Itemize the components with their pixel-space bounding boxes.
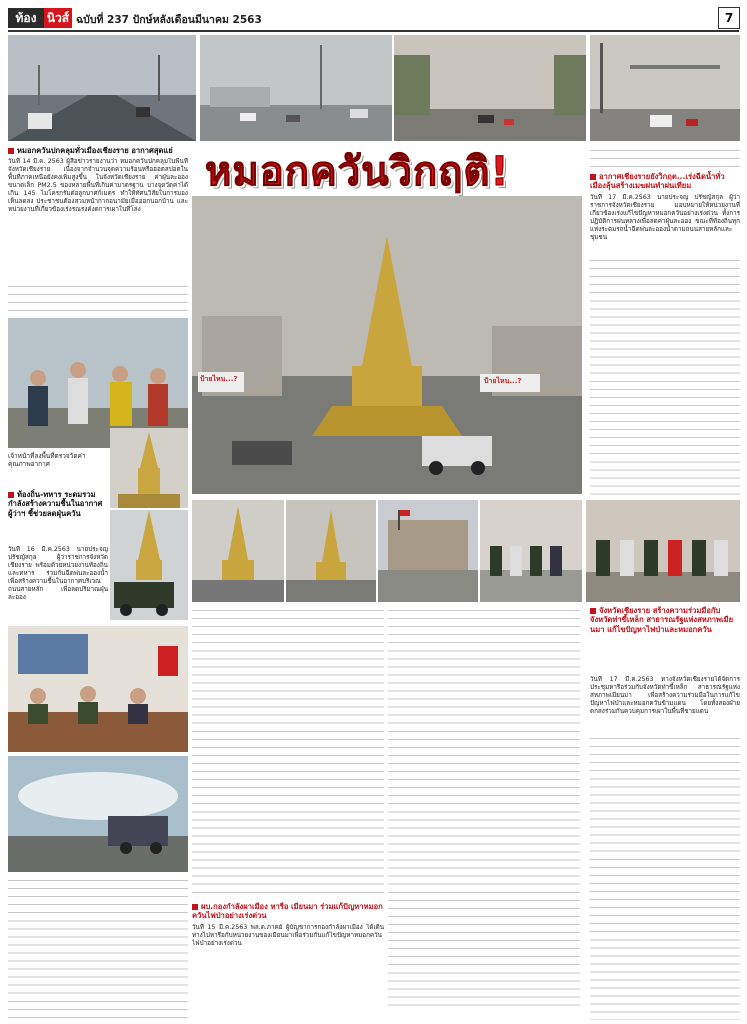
photo-clock-tower-haze — [192, 196, 582, 494]
bullet-icon — [192, 904, 198, 910]
article3-body-continuation — [590, 256, 740, 496]
article4-body-continuation — [590, 734, 740, 1020]
photo-smoky-street — [394, 35, 586, 141]
article1-body: วันที่ 14 มี.ค. 2563 ผู้สื่อข่าวรายงานว่า หมอกควันปกคลุมในพื้นที่จังหวัดเชียงราย เนื่องจากจำนวนจุดความร้อนหรือฮอตสปอตในพื้นที่ภาคเหนือยังคงเพิ่มสูงขึ้น ในจังหวัดเชียงราย ค่าฝุ่นละอองขนาดเล็ก PM2.5 ของหลายพื้นที่เกินค่ามาตรฐาน บางจุดวัดค่าได้เกิน 145 ไมโครกรัมต่อลูกบาศก์เมตร ทำให้ทัศนวิสัยในการมองเห็นลดลง ประชาชนต้องสวมหน้ากากอนามัยเมื่อออกนอกบ้าน และหน่วยงานที่เกี่ยวข้องเร่งรณรงค์งดการเผาในที่โล่ง — [8, 158, 188, 214]
article1-photo-caption: เจ้าหน้าที่ลงพื้นที่ตรวจวัดค่าคุณภาพอากาศ — [8, 452, 86, 469]
photo-water-truck — [110, 510, 188, 620]
article4-heading: จังหวัดเชียงราย สร้างความร่วมมือกับจังหวัดท่าขี้เหล็ก สาธารณรัฐแห่งสหภาพเมียนมา แก้ไขปัญหาไฟป่าและหมอกควัน — [590, 606, 734, 634]
photo-sign-1: ป้ายไหน...? — [200, 375, 238, 383]
center-text-col2 — [388, 606, 580, 1006]
bullet-icon — [8, 148, 14, 154]
photo-hazy-road — [8, 35, 196, 141]
article1-heading: หมอกควันปกคลุมทั่วเมืองเชียงราย อากาศสุดแย่ — [8, 146, 188, 155]
article2-heading: ท้องถิ่น-ทหาร ระดมรวมกำลังสร้างความชื้นในอากาศ ผู้ว่าฯ ชี้ช่วยลดฝุ่นควัน — [8, 490, 103, 518]
photo-clock-tower-small — [110, 428, 188, 508]
photo-meeting-room — [8, 626, 188, 752]
article1-body-continuation — [8, 282, 188, 314]
text-lines — [8, 876, 188, 1018]
page-number: 7 — [718, 7, 740, 29]
article3-heading: อากาศเชียงรายยังวิกฤต...เร่งฉีดน้ำทั่วเมืองลุ้นสร้างเมฆฝนทำฝนเทียม — [590, 172, 725, 191]
article5-heading: ผบ.กองกำลังผาเมือง หารือ เมียนมา ร่วมแก้ปัญหาหมอกควันไฟป่าอย่างเร่งด่วน — [192, 902, 383, 921]
photo-clock-tower-left — [192, 500, 284, 602]
article3-body: วันที่ 17 มี.ค.2563 นายประจญ ปรัชญ์สกุล ผู้ว่าราชการจังหวัดเชียงราย มอบหมายให้หน่วยงานที่เกี่ยวข้องเร่งแก้ไขปัญหาหมอกควันอย่างเร่งด่วน ทั้งการปฏิบัติการฝนหลวงเพื่อลดค่าฝุ่นละออง ขณะที่ท้องถิ่นทุกแห่งระดมรถน้ำฉีดพ่นละอองน้ำตามถนนสายหลักและชุมชน — [590, 194, 740, 242]
article2-body: วันที่ 16 มี.ค.2563 นายประจญ ปรัชญ์สกุล ผู้ว่าราชการจังหวัดเชียงราย พร้อมด้วยหน่วยงานท้องถิ่นและทหาร ร่วมกันฉีดพ่นละอองน้ำเพื่อสร้างความชื้นในอากาศบริเวณถนนสายหลัก เพื่อลดปริมาณฝุ่นละออง — [8, 546, 108, 602]
newspaper-logo — [8, 8, 68, 28]
center-text-col1 — [192, 606, 384, 900]
photo-building-flags — [378, 500, 478, 602]
bullet-icon — [8, 492, 14, 498]
right-text-top — [590, 146, 740, 170]
article5-body: วันที่ 15 มี.ค.2563 พล.ต.ภาคย์ ผู้บัญชาการกองกำลังผาเมือง ได้เดินทางไปหารือกับหน่วยงานของเมียนมาเพื่อร่วมกันแก้ไขปัญหาหมอกควันไฟป่าอย่างเร่งด่วน — [192, 924, 384, 948]
main-headline: หมอกควันวิกฤติ! — [205, 149, 510, 195]
photo-water-spraying — [8, 756, 188, 872]
photo-clock-tower-mid — [286, 500, 376, 602]
logo-part1: ท้อง — [8, 8, 44, 28]
photo-sign-2: ป้ายไหน...? — [484, 377, 522, 385]
header-divider — [8, 30, 739, 32]
photo-group-officials — [480, 500, 582, 602]
logo-part2: นิวส์ — [44, 8, 72, 28]
article2-body-continuation — [8, 876, 188, 1018]
photo-hazy-highway — [200, 35, 392, 141]
photo-hazy-intersection — [590, 35, 740, 141]
bullet-icon — [590, 174, 596, 180]
article4-body: วันที่ 17 มี.ค.2563 ทางจังหวัดเชียงรายได้จัดการประชุมหารือร่วมกับจังหวัดท่าขี้เหล็ก สาธารณรัฐแห่งสหภาพเมียนมา เพื่อสร้างความร่วมมือในการแก้ไขปัญหาไฟป่าและหมอกควันข้ามแดน โดยทั้งสองฝ่ายตกลงร่วมกันควบคุมการเผาในพื้นที่ชายแดน — [590, 676, 740, 716]
issue-info: ฉบับที่ 237 ปักษ์หลังเดือนมีนาคม 2563 — [76, 14, 262, 26]
photo-border-meeting — [586, 500, 740, 602]
bullet-icon — [590, 608, 596, 614]
